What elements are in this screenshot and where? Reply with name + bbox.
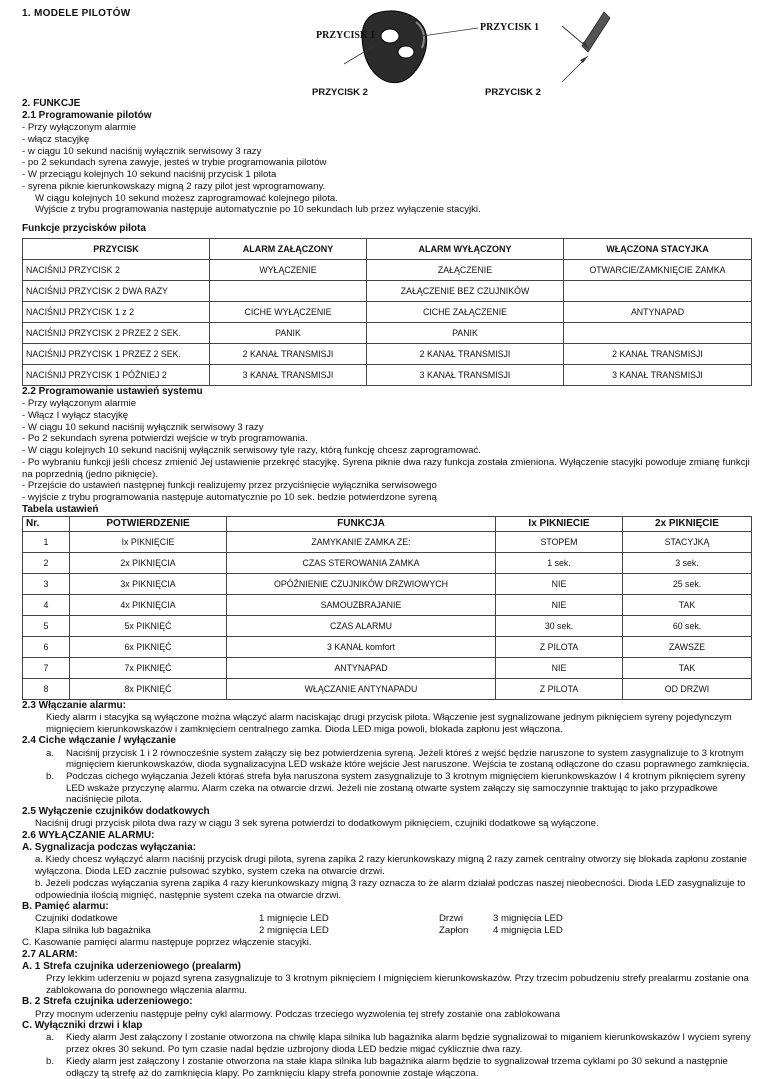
table-cell: NACIŚNIJ PRZYCISK 1 PRZEZ 2 SEK.	[23, 344, 210, 365]
table-cell: NACIŚNIJ PRZYCISK 2 PRZEZ 2 SEK.	[23, 323, 210, 344]
table-cell: NACIŚNIJ PRZYCISK 2 DWA RAZY	[23, 281, 210, 302]
remote-label-button2-right: PRZYCISK 2	[485, 87, 541, 98]
table-header-cell: WŁĄCZONA STACYJKA	[564, 239, 752, 260]
table-cell: 25 sek.	[623, 573, 752, 594]
section-2-5	[22, 806, 752, 830]
memory-cell: Drzwi	[439, 913, 463, 925]
section-2-7-title: 2.7 ALARM:	[22, 948, 78, 960]
remote-models-section	[22, 8, 752, 98]
table-cell: Z PILOTA	[496, 678, 623, 699]
table-cell: 1	[23, 531, 70, 552]
table-cell: WŁĄCZANIE ANTYNAPADU	[227, 678, 496, 699]
section-2-title: 2. FUNKCJE	[22, 98, 81, 109]
table-row	[23, 365, 752, 386]
subsection-title: A. Sygnalizacja podczas wyłączania:	[22, 842, 196, 854]
remote-diagram	[22, 8, 752, 98]
table-cell: ZAŁĄCZENIE	[367, 260, 564, 281]
section-2-3	[22, 700, 752, 736]
table-cell: 3	[23, 573, 70, 594]
section-2-6-title: 2.6 WYŁĄCZANIE ALARMU:	[22, 830, 155, 842]
table-row	[23, 678, 752, 699]
text-line: - w ciągu 10 sekund naciśnij wyłącznik serwisowy 3 razy	[22, 145, 262, 157]
memory-cell: Klapa silnika lub bagażnika	[35, 925, 151, 937]
section-2-7	[22, 949, 752, 1079]
list-item	[22, 1056, 752, 1079]
table-2-caption: Tabela ustawień	[22, 503, 99, 515]
list-label: a.	[46, 747, 55, 759]
paragraph: Przy mocnym uderzeniu następuje pełny cykl alarmowy. Podczas trzeciego wyzwolenia tej strefy zostanie ona zablokowana	[35, 1008, 561, 1020]
list-item	[22, 1032, 752, 1055]
table-header-cell: FUNKCJA	[227, 516, 496, 531]
table-cell: STACYJKĄ	[623, 531, 752, 552]
table-cell: 3 KANAŁ TRANSMISJI	[210, 365, 367, 386]
table-cell: NACIŚNIJ PRZYCISK 1 PÓŹNIEJ 2	[23, 365, 210, 386]
text-line: Wyjście z trybu programowania następuje automatycznie po 10 sekundach lub przez wyłączenie stacyjki.	[35, 204, 481, 216]
table-row	[23, 344, 752, 365]
table-row	[23, 615, 752, 636]
table-cell: TAK	[623, 657, 752, 678]
remote-label-button1-right: PRZYCISK 1	[480, 22, 540, 33]
text-line: W ciągu kolejnych 10 sekund możesz zaprogramować kolejnego pilota.	[35, 192, 338, 204]
table-cell: 2	[23, 552, 70, 573]
text-line: - Przejście do ustawień następnej funkcji realizujemy przez przyciśnięcie wyłącznika serwisowego	[22, 480, 437, 492]
table-cell: OD DRZWI	[623, 678, 752, 699]
subsection-title: C. Wyłączniki drzwi i klap	[22, 1020, 143, 1032]
section-2-2-title: 2.2 Programowanie ustawień systemu	[22, 386, 203, 398]
table-cell: 3 KANAŁ TRANSMISJI	[367, 365, 564, 386]
table-row	[23, 260, 752, 281]
table-cell: ANTYNAPAD	[564, 302, 752, 323]
table-cell	[564, 323, 752, 344]
paragraph: Kiedy alarm i stacyjka są wyłączone można włączyć alarm naciskając drugi przycisk pilota. Włączenie jest sygnalizowane jednym piknięciem syreny pojedynczym mignięciem kierunkowskazów i zamknięciem centralnego zamka. Dioda LED miga powoli, blokada zapłonu jest włączona.	[46, 712, 732, 735]
table-cell: NIE	[496, 657, 623, 678]
table-cell: SAMOUZBRAJANIE	[227, 594, 496, 615]
table-cell: 2 KANAŁ TRANSMISJI	[564, 344, 752, 365]
text-line: - W ciągu kolejnych 10 sekund naciśnij wyłącznik serwisowy tyle razy, którą funkcję chcesz zaprogramować.	[22, 445, 481, 457]
text-line: - Przy wyłączonym alarmie	[22, 398, 137, 410]
section-1-title: 1. MODELE PILOTÓW	[22, 8, 131, 19]
button-functions-table	[22, 238, 752, 386]
table-cell: WYŁĄCZENIE	[210, 260, 367, 281]
text-line: - Po 2 sekundach syrena potwierdzi wejście w tryb programowania.	[22, 433, 308, 445]
table-header-cell: POTWIERDZENIE	[70, 516, 227, 531]
table-header-cell: ALARM ZAŁĄCZONY	[210, 239, 367, 260]
settings-table	[22, 516, 752, 700]
table-header-row	[23, 239, 752, 260]
text-line: - Przy wyłączonym alarmie	[22, 122, 137, 134]
table-cell: 3 sek.	[623, 552, 752, 573]
table-cell	[564, 281, 752, 302]
subsection-title: B. 2 Strefa czujnika uderzeniowego:	[22, 996, 193, 1008]
memory-row	[22, 925, 752, 937]
paragraph: Naciśnij drugi przycisk pilota dwa razy w ciągu 3 sek syrena potwierdzi to dodatkowym piknięciem, czujniki dodatkowe są wyłączone.	[35, 818, 599, 830]
memory-row	[22, 913, 752, 925]
table-row	[23, 657, 752, 678]
table-cell: CICHE WYŁĄCZENIE	[210, 302, 367, 323]
table-row	[23, 323, 752, 344]
table-cell: PANIK	[367, 323, 564, 344]
remote-control-drawing	[362, 11, 427, 83]
key-fob-drawing	[562, 12, 610, 52]
table-cell: ZAMYKANIE ZAMKA ZE:	[227, 531, 496, 552]
section-2-3-title: 2.3 Włączanie alarmu:	[22, 699, 126, 711]
table-row	[23, 594, 752, 615]
table-cell	[210, 281, 367, 302]
table-cell: CZAS ALARMU	[227, 615, 496, 636]
list-label: b.	[46, 771, 55, 783]
list-text: Kiedy alarm jest załączony I zostanie otworzona na stałe klapa silnika lub bagażnika alarm będzie to sygnalizował trzema cyklami po 30 sekund a następnie odłączy tą strefę aż do zamknięcia klapy. Po zamknięciu klapy strefa ponownie zostaje włączona.	[66, 1055, 728, 1079]
table-cell: 5	[23, 615, 70, 636]
list-text: Naciśnij przycisk 1 i 2 równocześnie system załączy się bez potwierdzenia syreną. Jeżeli któreś z wejść będzie naruszone to system zasygnalizuje to 3 krotnym mignięciem kierunkowskazów, dioda sygnalizacyjna LED wskaże które wejście Jest naruszone. Wejścia te zostaną odłączone do czasu poprawnego zamknięcia.	[66, 747, 750, 771]
paragraph: Przy lekkim uderzeniu w pojazd syrena zasygnalizuje to 3 krotnym piknięciem I mignięciem kierunkowskazów. Przy trzecim pobudzeniu strefy prealarmu zostanie ona zablokowana do ponownego włączenia alarmu.	[46, 972, 749, 996]
text-line: - syrena piknie kierunkowskazy migną 2 razy pilot jest wprogramowany.	[22, 180, 326, 192]
table-cell: 4	[23, 594, 70, 615]
text-line: - Po wybraniu funkcji jeśli chcesz zmienić Jej ustawienie przekręć stacyjkę. Syrena piknie dwa razy funkcja została zmieniona. Wyłączenie stacyjki powoduje zmianę funkcji na poprzednią (jedno piknięcie).	[22, 456, 750, 480]
table-row	[23, 573, 752, 594]
section-2-4-title: 2.4 Ciche włączanie / wyłączanie	[22, 735, 176, 747]
table-cell: 6x PIKNIĘĆ	[70, 636, 227, 657]
remote-label-button1-left: PRZYCISK 1	[316, 30, 376, 41]
table-cell: 2 KANAŁ TRANSMISJI	[210, 344, 367, 365]
paragraph: a. Kiedy chcesz wyłączyć alarm naciśnij przycisk drugi pilota, syrena zapika 2 razy kierunkowskazy migną 2 razy zamek centralny otworzy się blokada zapłonu zostanie wyłączona. Dioda LED zacznie pulsować szybko, system czeka na otwarcie drzwi.	[35, 854, 747, 878]
table-cell: ZAWSZE	[623, 636, 752, 657]
table-cell: CICHE ZAŁĄCZENIE	[367, 302, 564, 323]
table-cell: 30 sek.	[496, 615, 623, 636]
memory-cell: 2 mignięcia LED	[259, 925, 329, 937]
text-line: - wyjście z trybu programowania następuje automatycznie po 10 sek. bedzie potwierdzone syreną	[22, 492, 437, 503]
table-cell: 5x PIKNIĘĆ	[70, 615, 227, 636]
memory-cell: Zapłon	[439, 925, 469, 937]
subsection-title: B. Pamięć alarmu:	[22, 901, 109, 913]
table-row	[23, 636, 752, 657]
table-cell: TAK	[623, 594, 752, 615]
section-2-1-title: 2.1 Programowanie pilotów	[22, 110, 152, 122]
table-1-caption: Funkcje przycisków pilota	[22, 223, 146, 234]
table-header-cell: Nr.	[23, 516, 70, 531]
table-cell: 4x PIKNIĘCIA	[70, 594, 227, 615]
section-2-4	[22, 735, 752, 806]
table-row	[23, 281, 752, 302]
table-cell: 1 sek.	[496, 552, 623, 573]
table-cell: 3 KANAŁ komfort	[227, 636, 496, 657]
table-cell: NACIŚNIJ PRZYCISK 1 z 2	[23, 302, 210, 323]
table-cell: PANIK	[210, 323, 367, 344]
table-cell: Ix PIKNIĘCIE	[70, 531, 227, 552]
table-header-cell: PRZYCISK	[23, 239, 210, 260]
table-row	[23, 552, 752, 573]
table-cell: 3x PIKNIĘCIA	[70, 573, 227, 594]
section-2-functions	[22, 98, 752, 216]
list-item	[22, 748, 752, 771]
memory-cell: Czujniki dodatkowe	[35, 913, 118, 925]
table-cell: 2 KANAŁ TRANSMISJI	[367, 344, 564, 365]
table-row	[23, 531, 752, 552]
memory-cell: 4 mignięcia LED	[493, 925, 563, 937]
table-row	[23, 302, 752, 323]
table-cell: 7x PIKNIĘĆ	[70, 657, 227, 678]
list-item	[22, 771, 752, 806]
table-cell: Z PILOTA	[496, 636, 623, 657]
text-line: - W ciągu 10 sekund naciśnij wyłącznik serwisowy 3 razy	[22, 421, 264, 433]
text-line: - włącz stacyjkę	[22, 134, 90, 146]
paragraph: b. Jeżeli podczas wyłączania syrena zapika 4 razy kierunkowskazy migną 3 razy oznacza to że alarm działał podczas naszej nieobecności. Dioda LED zasygnalizuje to odpowiednia ilością mignięć, następnie system czeka na otwarcie drzwi.	[35, 877, 746, 901]
table-cell: 60 sek.	[623, 615, 752, 636]
list-text: Kiedy alarm Jest załączony I zostanie otworzona na chwilę klapa silnika lub bagażnika alarm będzie sygnalizował to miganiem kierunkowskazów I wyciem syreny przez okres 30 sekund. Po tym czasie nadal będzie uzbrojony dioda LED bedzie migać cyklicznie dwa razy.	[66, 1032, 751, 1056]
section-2-6	[22, 830, 752, 948]
table-cell: ANTYNAPAD	[227, 657, 496, 678]
table-cell: 8x PIKNIĘĆ	[70, 678, 227, 699]
list-label: b.	[46, 1055, 55, 1067]
memory-cell: 1 mignięcie LED	[259, 913, 329, 925]
table-cell: 6	[23, 636, 70, 657]
text-line: - W przeciągu kolejnych 10 sekund naciśnij przycisk 1 pilota	[22, 169, 277, 181]
table-cell: OTWARCIE/ZAMKNIĘCIE ZAMKA	[564, 260, 752, 281]
table-header-row	[23, 516, 752, 531]
text-line: - Włącz I wyłącz stacyjkę	[22, 410, 129, 422]
document-page	[22, 8, 752, 1079]
table-cell: CZAS STEROWANIA ZAMKA	[227, 552, 496, 573]
section-2-5-title: 2.5 Wyłączenie czujników dodatkowych	[22, 806, 210, 818]
table-cell: 8	[23, 678, 70, 699]
table-cell: STOPEM	[496, 531, 623, 552]
remote-label-button2-left: PRZYCISK 2	[312, 87, 368, 98]
table-cell: NIE	[496, 594, 623, 615]
table-header-cell: Ix PIKNIECIE	[496, 516, 623, 531]
list-label: a.	[46, 1032, 55, 1044]
table-cell: NACIŚNIJ PRZYCISK 2	[23, 260, 210, 281]
text-line: - po 2 sekundach syrena zawyje, jesteś w trybie programowania pilotów	[22, 157, 327, 169]
table-header-cell: ALARM WYŁĄCZONY	[367, 239, 564, 260]
table-cell: 2x PIKNIĘCIA	[70, 552, 227, 573]
table-cell: OPÓŹNIENIE CZUJNIKÓW DRZWIOWYCH	[227, 573, 496, 594]
subsection-title: A. 1 Strefa czujnika uderzeniowego (prealarm)	[22, 960, 241, 972]
table-cell: ZAŁĄCZENIE BEZ CZUJNIKÓW	[367, 281, 564, 302]
memory-cell: 3 mignięcia LED	[493, 913, 563, 925]
table-cell: 3 KANAŁ TRANSMISJI	[564, 365, 752, 386]
table-cell: 7	[23, 657, 70, 678]
table-header-cell: 2x PIKNIĘCIE	[623, 516, 752, 531]
section-2-2	[22, 386, 752, 504]
table-cell: NIE	[496, 573, 623, 594]
list-text: Podczas cichego wyłączania Jeżeli któraś strefa była naruszona system zasygnalizuje to 3 krotnym mignięciem kierunkowskazów I 4 krotnym piknięciem syreny LED wskaże przyczynę alarmu. Alarm czeka na otwarcie drzwi. Jeżeli nie zostaną otwarte system załączy się samoczynnie traktując to jako przypadkowe naciśnięcie pilota.	[66, 771, 746, 806]
text-line: C. Kasowanie pamięci alarmu następuje poprzez włączenie stacyjki.	[22, 936, 312, 948]
